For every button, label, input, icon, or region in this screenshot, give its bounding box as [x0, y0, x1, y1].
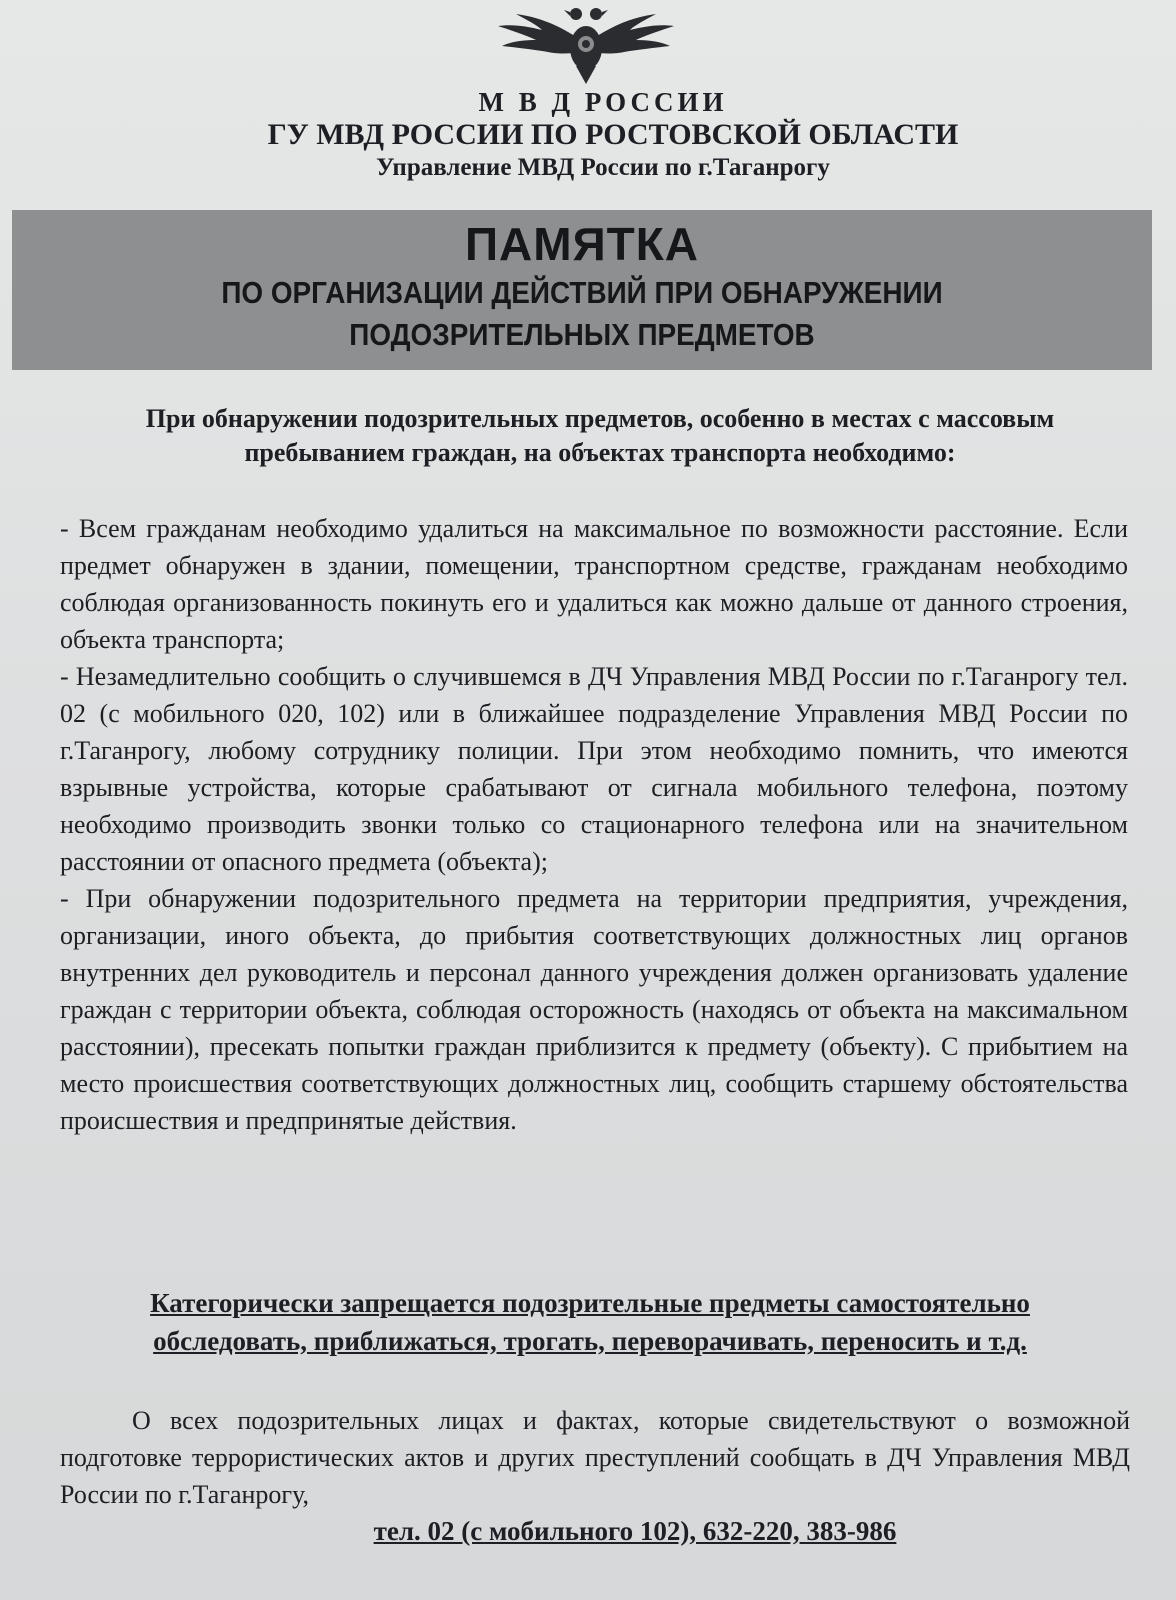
- rule-paragraph: - Всем гражданам необходимо удалиться на максимальное по возможности расстояние. Если предмет обнаружен в здании, помещении, транспортном средстве, гражданам необходимо соблюдая организованность покинуть его и удалиться как можно дальше от данного строения, объекта транспорта;: [60, 514, 1128, 654]
- rules-list: [60, 510, 1128, 1139]
- double-headed-eagle-icon: [476, 0, 696, 84]
- rule-paragraph: - Незамедлительно сообщить о случившемся в ДЧ Управления МВД России по г.Таганрогу тел. 02 (с мобильного 020, 102) или в ближайшее подразделение Управления МВД России по г.Таганрогу, любому сотруднику полиции. При этом необходимо помнить, что имеются взрывные устройства, которые срабатывают от сигнала мобильного телефона, поэтому необходимо производить звонки только со стационарного телефона или на значительном расстоянии от опасного предмета (объекта);: [60, 662, 1128, 876]
- issuer-header: [0, 86, 1176, 184]
- prohibition-warning: Категорически запрещается подозрительные предметы самостоятельно обследовать, приближаться, трогать, переворачивать, переносить и т.д.: [150, 1288, 1030, 1356]
- contact-phones: тел. 02 (с мобильного 102), 632-220, 383-986: [373, 1516, 897, 1546]
- title-banner: [12, 210, 1152, 370]
- memo-title: ПАМЯТКА: [464, 218, 700, 270]
- memo-subtitle-line2: ПОДОЗРИТЕЛЬНЫХ ПРЕДМЕТОВ: [349, 317, 815, 352]
- report-instruction: О всех подозрительных лицах и фактах, которые свидетельствуют о возможной подготовке террористических актов и других преступлений сообщать в ДЧ Управления МВД России по г.Таганрогу,: [60, 1406, 1130, 1509]
- regional-directorate-name: ГУ МВД РОССИИ ПО РОСТОВСКОЙ ОБЛАСТИ: [267, 118, 959, 151]
- ministry-name: М В Д РОССИИ: [478, 87, 728, 117]
- memo-subtitle-line1: ПО ОРГАНИЗАЦИИ ДЕЙСТВИЙ ПРИ ОБНАРУЖЕНИИ: [221, 275, 943, 310]
- rule-paragraph: - При обнаружении подозрительного предмета на территории предприятия, учреждения, организации, иного объекта, до прибытия соответствующих должностных лиц органов внутренних дел руководитель и персонал данного учреждения должен организовать удаление граждан с территории объекта, соблюдая осторожность (находясь от объекта на максимальном расстоянии), пресекать попытки граждан приблизится к предмету (объекту). С прибытием на место происшествия соответствующих должностных лиц, сообщить старшему обстоятельства происшествия и предпринятые действия.: [60, 884, 1128, 1135]
- intro-heading: При обнаружении подозрительных предметов, особенно в местах с массовым пребыванием граждан, на объектах транспорта необходимо:: [145, 404, 1055, 467]
- city-department-name: Управление МВД России по г.Таганрогу: [376, 154, 830, 181]
